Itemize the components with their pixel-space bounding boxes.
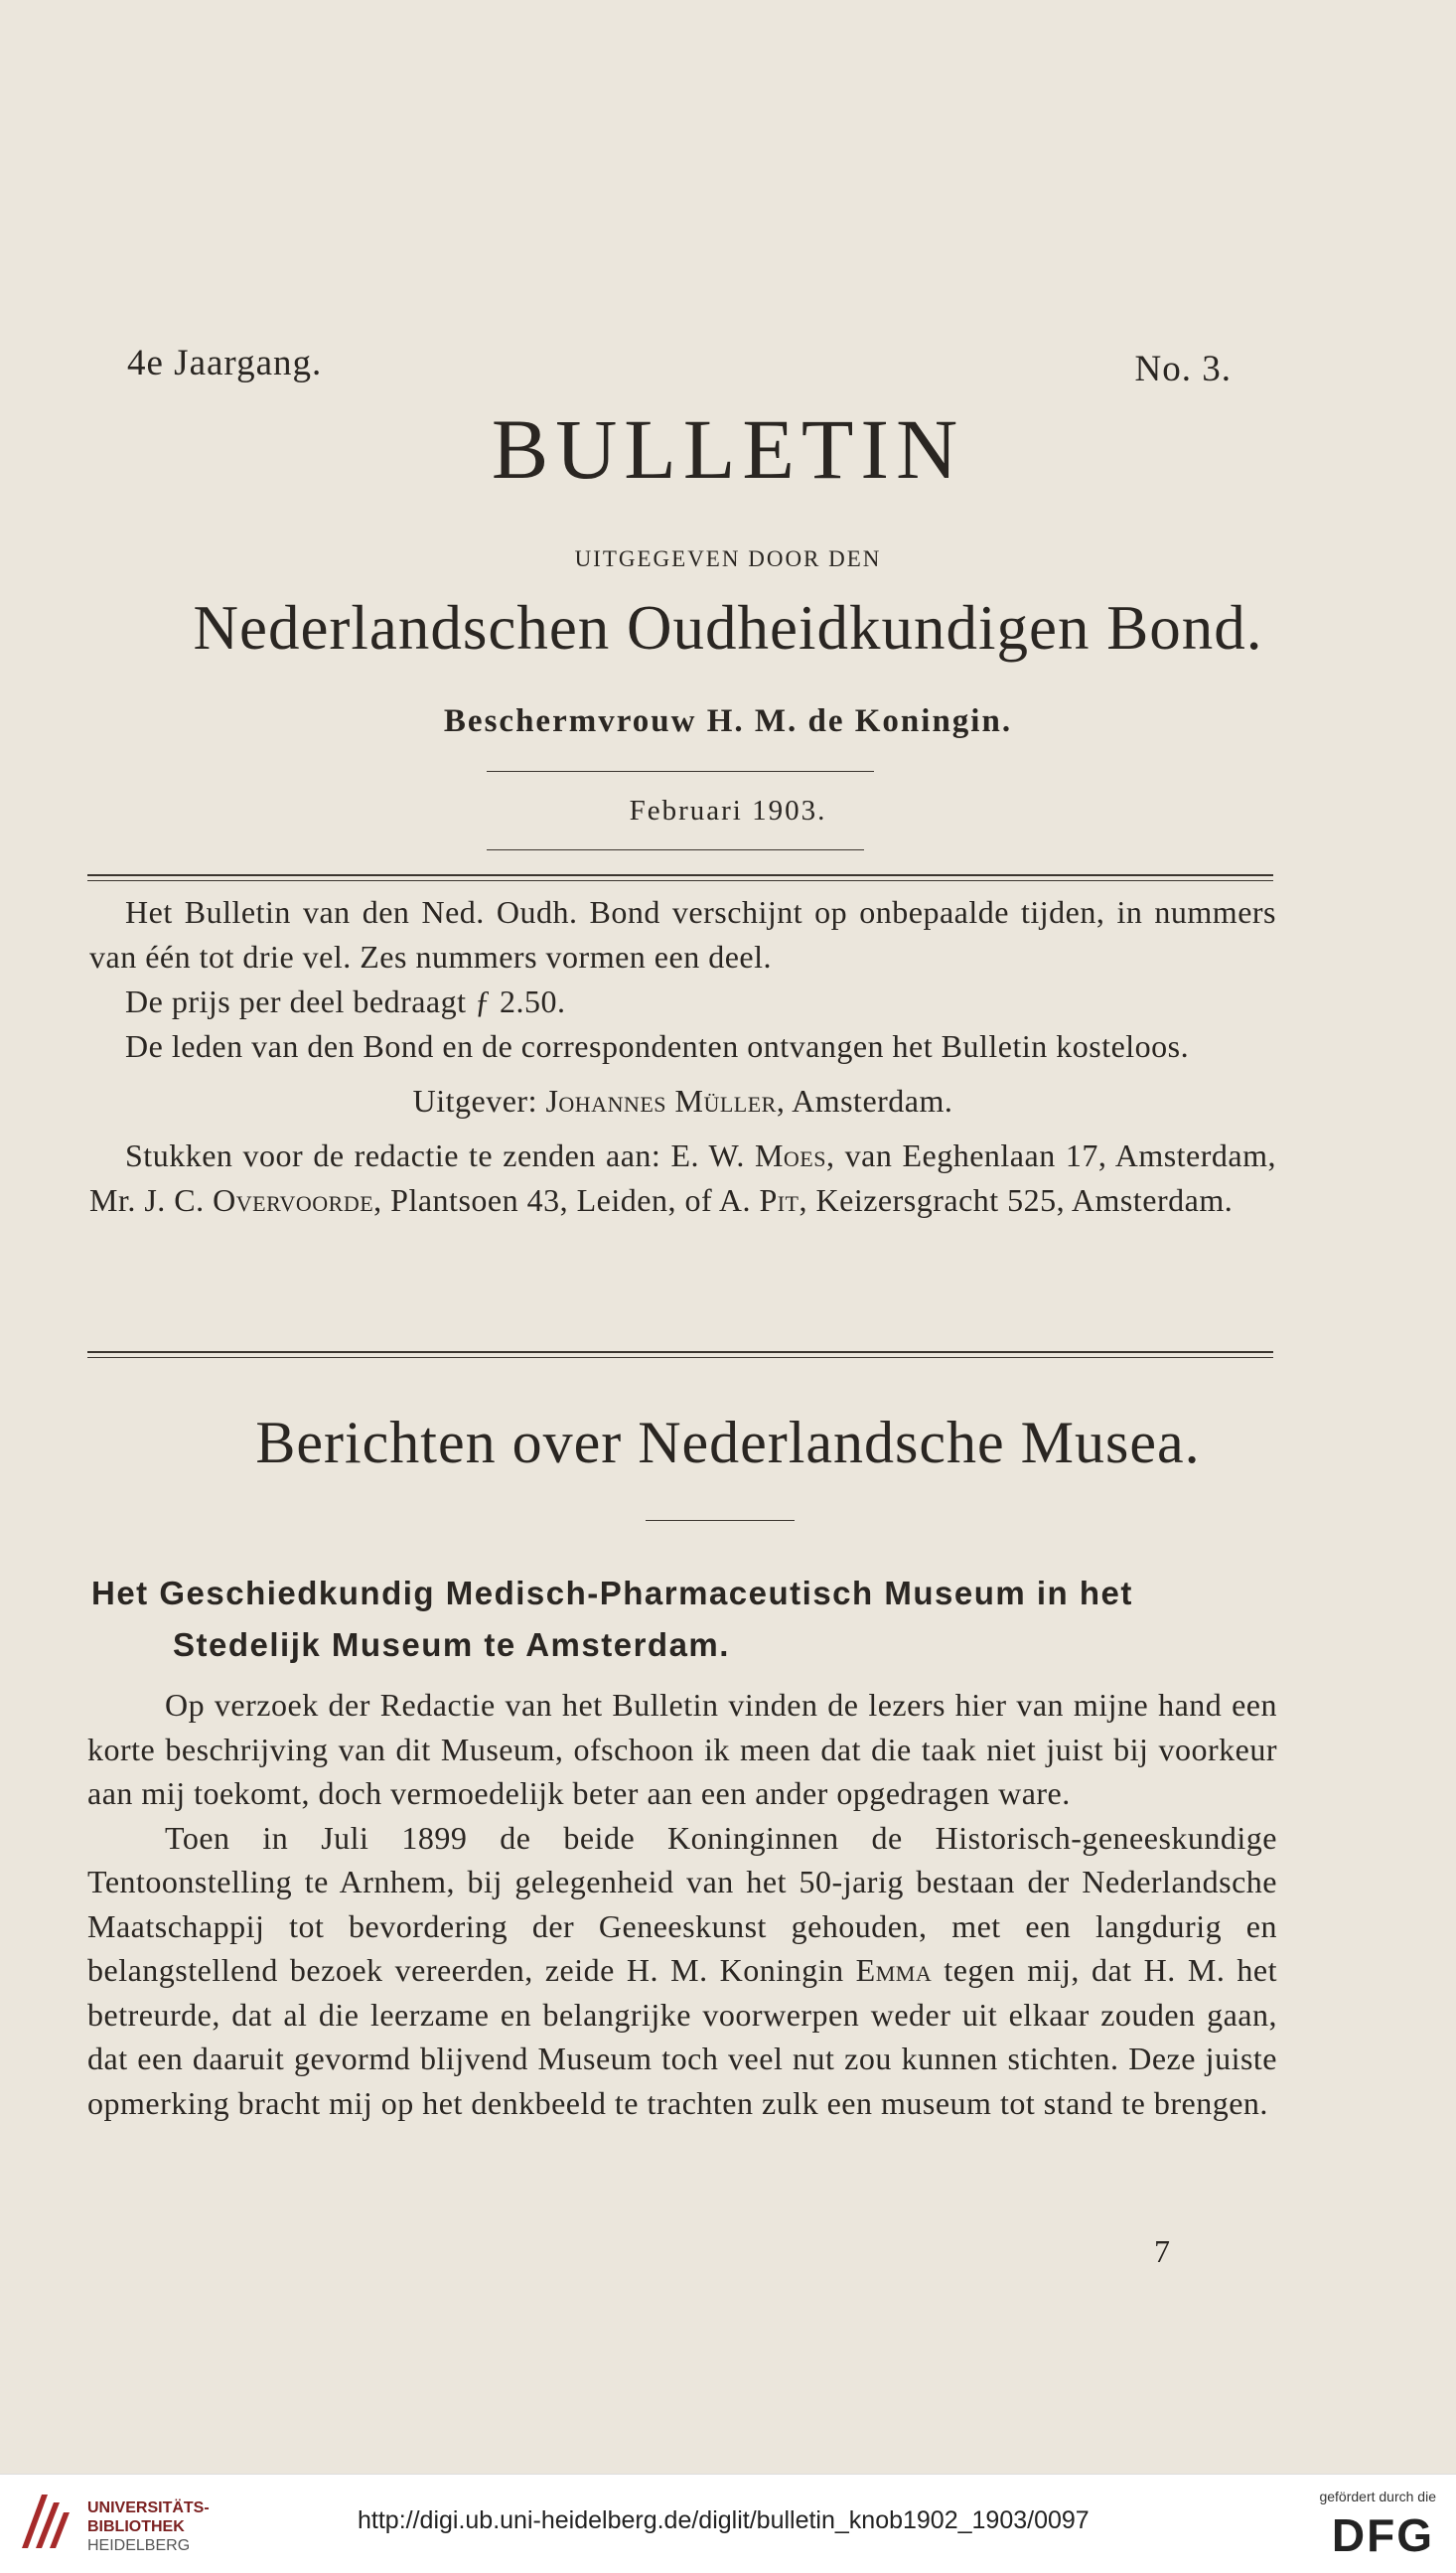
patroness-line: Beschermvrouw H. M. de Koningin.	[443, 703, 1013, 739]
published-by: UITGEGEVEN DOOR DEN	[574, 546, 882, 571]
dfg-logo: DFG	[1331, 2509, 1434, 2561]
address-text: , Keizersgracht 525, Amsterdam.	[799, 1182, 1234, 1218]
funded-by-label: gefördert durch die	[1319, 2489, 1436, 2504]
library-name-line: BIBLIOTHEK	[87, 2518, 185, 2535]
university-library-logo-icon	[14, 2489, 73, 2554]
publisher-name: Johannes Müller	[545, 1083, 777, 1119]
editor-name: Overvoorde	[213, 1182, 374, 1218]
issue-number: No. 3.	[1134, 349, 1232, 389]
info-paragraph: De leden van den Bond en de correspondenten ontvangen het Bulletin kosteloos.	[125, 1028, 1190, 1064]
address-text: , Plantsoen 43, Leiden, of A.	[373, 1182, 751, 1218]
double-rule-bottom	[87, 1351, 1273, 1353]
publisher-line	[89, 1079, 1276, 1124]
viewer-footer	[0, 2474, 1456, 2573]
article-title	[91, 1568, 1283, 1671]
permalink[interactable]: http://digi.ub.uni-heidelberg.de/diglit/bulletin_knob1902_1903/0097	[358, 2506, 1090, 2534]
section-title: Berichten over Nederlandsche Musea.	[255, 1410, 1201, 1475]
page-number: 7	[1154, 2233, 1170, 2269]
volume-label: 4e Jaargang.	[127, 343, 323, 383]
publisher-city: , Amsterdam.	[776, 1083, 953, 1119]
double-rule-top	[87, 874, 1273, 876]
society-name: Nederlandschen Oudheidkundigen Bond.	[193, 593, 1263, 663]
address-text: Stukken voor de redactie te zenden aan: E. W.	[125, 1137, 745, 1173]
library-name	[87, 2498, 210, 2555]
double-rule-top	[87, 880, 1273, 881]
library-name-line: UNIVERSITÄTS-	[87, 2499, 210, 2516]
info-paragraph: Het Bulletin van den Ned. Oudh. Bond verschijnt op onbepaalde tijden, in nummers van één tot drie vel. Zes nummers vormen een deel.	[89, 894, 1276, 975]
paragraph-text: Toen in Juli 1899 de beide Koninginnen de Historisch-geneeskundige Tentoonstelling te Arnhem, bij gelegenheid van het 50-jarig bestaan der Nederlandsche Maatschappij tot bevordering der Geneeskunst gehouden, met een langdurig en belangstellend bezoek vereerden, zeide H. M. Koningin	[87, 1819, 1277, 1988]
article-title-line: Stedelijk Museum te Amsterdam.	[173, 1626, 730, 1663]
info-block	[89, 890, 1276, 1223]
person-name: Emma	[855, 1952, 933, 1988]
divider	[487, 849, 864, 850]
address-text: , van Eeghenlaan 17, Amsterdam, Mr. J. C.	[89, 1137, 1277, 1218]
article-title-line: Het Geschiedkundig Medisch-Pharmaceutisch Museum in het	[91, 1575, 1133, 1611]
publisher-label: Uitgever:	[412, 1083, 537, 1119]
info-paragraph: De prijs per deel bedraagt ƒ 2.50.	[125, 984, 566, 1019]
editor-name: Moes	[754, 1137, 826, 1173]
divider	[646, 1520, 795, 1521]
library-name-line: HEIDELBERG	[87, 2537, 191, 2554]
article-body	[87, 1683, 1277, 2125]
editorial-address	[89, 1134, 1276, 1223]
divider	[487, 771, 874, 772]
issue-date: Februari 1903.	[629, 795, 827, 827]
article-paragraph	[87, 1816, 1277, 2126]
paragraph-text: tegen mij, dat H. M. het betreurde, dat al die leerzame en belangrijke voorwerpen weder uit elkaar zouden gaan, dat een daaruit gevormd blijvend Museum toch veel nut zou kunnen stichten. Deze juiste opmerking bracht mij op het denkbeeld te trachten zulk een museum tot stand te brengen.	[87, 1952, 1278, 2121]
double-rule-bottom	[87, 1357, 1273, 1358]
bulletin-title: BULLETIN	[491, 401, 965, 497]
editor-name: Pit	[759, 1182, 800, 1218]
article-paragraph: Op verzoek der Redactie van het Bulletin vinden de lezers hier van mijne hand een korte beschrijving van dit Museum, ofschoon ik meen dat die taak niet juist bij voorkeur aan mij toekomt, doch vermoedelijk beter aan een ander opgedragen ware.	[87, 1687, 1277, 1811]
